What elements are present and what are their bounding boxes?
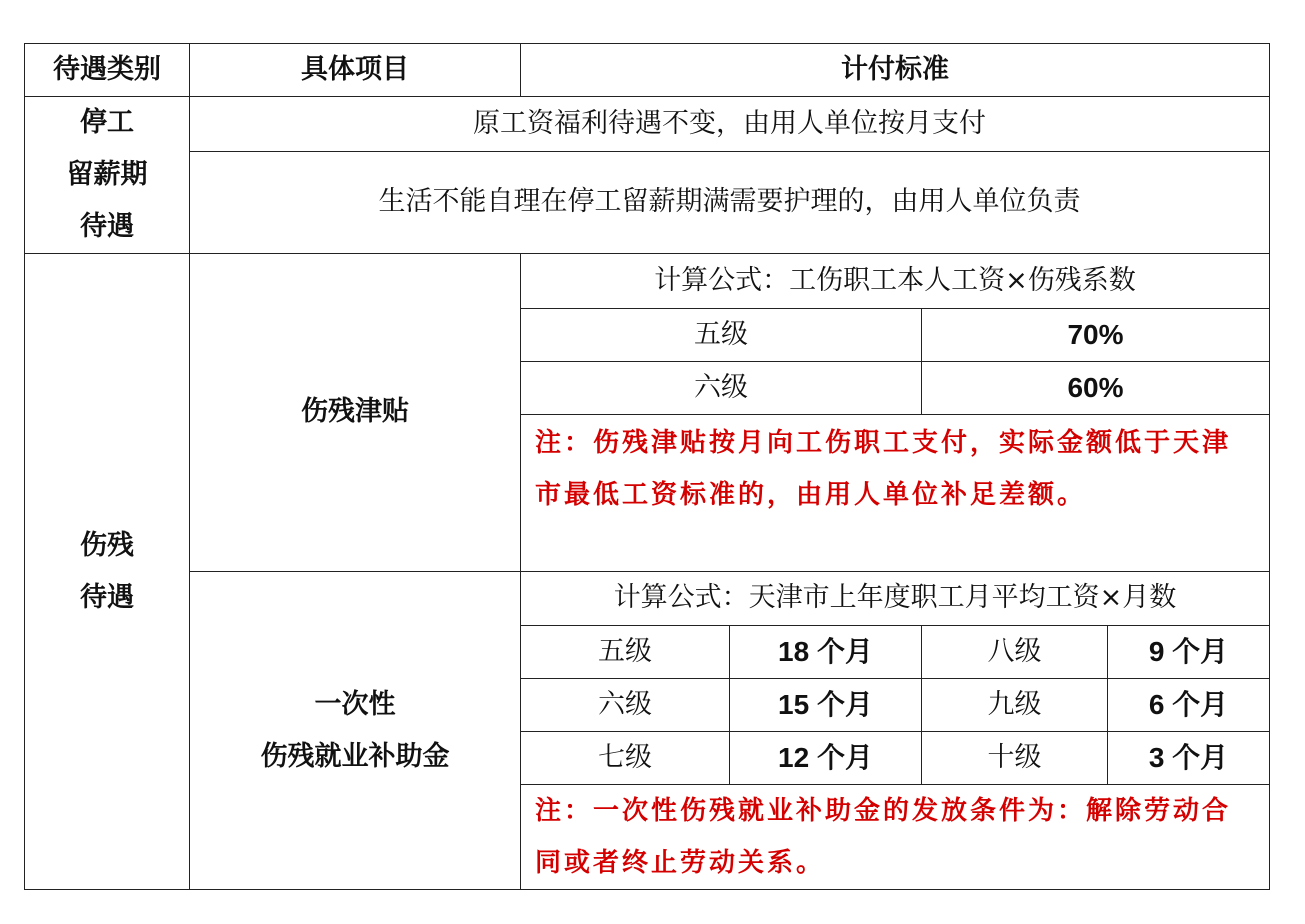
allowance-grade-5: 五级 bbox=[520, 308, 922, 362]
allowance-item: 伤残津贴 bbox=[189, 253, 521, 572]
disability-category-line-1: 伤残 bbox=[80, 529, 134, 561]
allowance-note: 注：伤残津贴按月向工伤职工支付，实际金额低于天津市最低工资标准的，由用人单位补足差额。 bbox=[520, 414, 1270, 572]
header-category: 待遇类别 bbox=[24, 43, 190, 97]
allowance-grade-6: 六级 bbox=[520, 361, 922, 415]
disability-category bbox=[24, 253, 190, 890]
lump-sum-months-a: 18 个月 bbox=[729, 625, 922, 679]
lump-sum-months-a: 12 个月 bbox=[729, 731, 922, 785]
header-standard: 计付标准 bbox=[520, 43, 1270, 97]
lump-sum-formula: 计算公式：天津市上年度职工月平均工资×月数 bbox=[520, 571, 1270, 626]
lump-sum-item-line-1: 一次性 bbox=[314, 688, 396, 720]
lump-sum-grade-a: 六级 bbox=[520, 678, 730, 732]
lump-sum-grade-a: 七级 bbox=[520, 731, 730, 785]
allowance-formula: 计算公式：工伤职工本人工资×伤残系数 bbox=[520, 253, 1270, 309]
stop-work-row-1: 原工资福利待遇不变，由用人单位按月支付 bbox=[189, 96, 1270, 152]
lump-sum-note: 注：一次性伤残就业补助金的发放条件为：解除劳动合同或者终止劳动关系。 bbox=[520, 784, 1270, 890]
lump-sum-months-b: 9 个月 bbox=[1107, 625, 1270, 679]
disability-category-line-2: 待遇 bbox=[80, 581, 134, 613]
header-item: 具体项目 bbox=[189, 43, 521, 97]
lump-sum-grade-b: 十级 bbox=[921, 731, 1108, 785]
lump-sum-grade-a: 五级 bbox=[520, 625, 730, 679]
lump-sum-months-b: 6 个月 bbox=[1107, 678, 1270, 732]
lump-sum-months-a: 15 个月 bbox=[729, 678, 922, 732]
stop-work-row-2: 生活不能自理在停工留薪期满需要护理的，由用人单位负责 bbox=[189, 151, 1270, 254]
stop-work-category-line-2: 留薪期 bbox=[66, 159, 148, 190]
lump-sum-grade-b: 九级 bbox=[921, 678, 1108, 732]
allowance-value-5: 70% bbox=[921, 308, 1270, 362]
lump-sum-grade-b: 八级 bbox=[921, 625, 1108, 679]
lump-sum-months-b: 3 个月 bbox=[1107, 731, 1270, 785]
lump-sum-item bbox=[189, 571, 521, 890]
allowance-value-6: 60% bbox=[921, 361, 1270, 415]
stop-work-category-line-3: 待遇 bbox=[80, 211, 134, 242]
stop-work-category-line-1: 停工 bbox=[80, 107, 134, 138]
stop-work-category bbox=[24, 96, 190, 254]
lump-sum-item-line-2: 伤残就业补助金 bbox=[260, 740, 450, 772]
